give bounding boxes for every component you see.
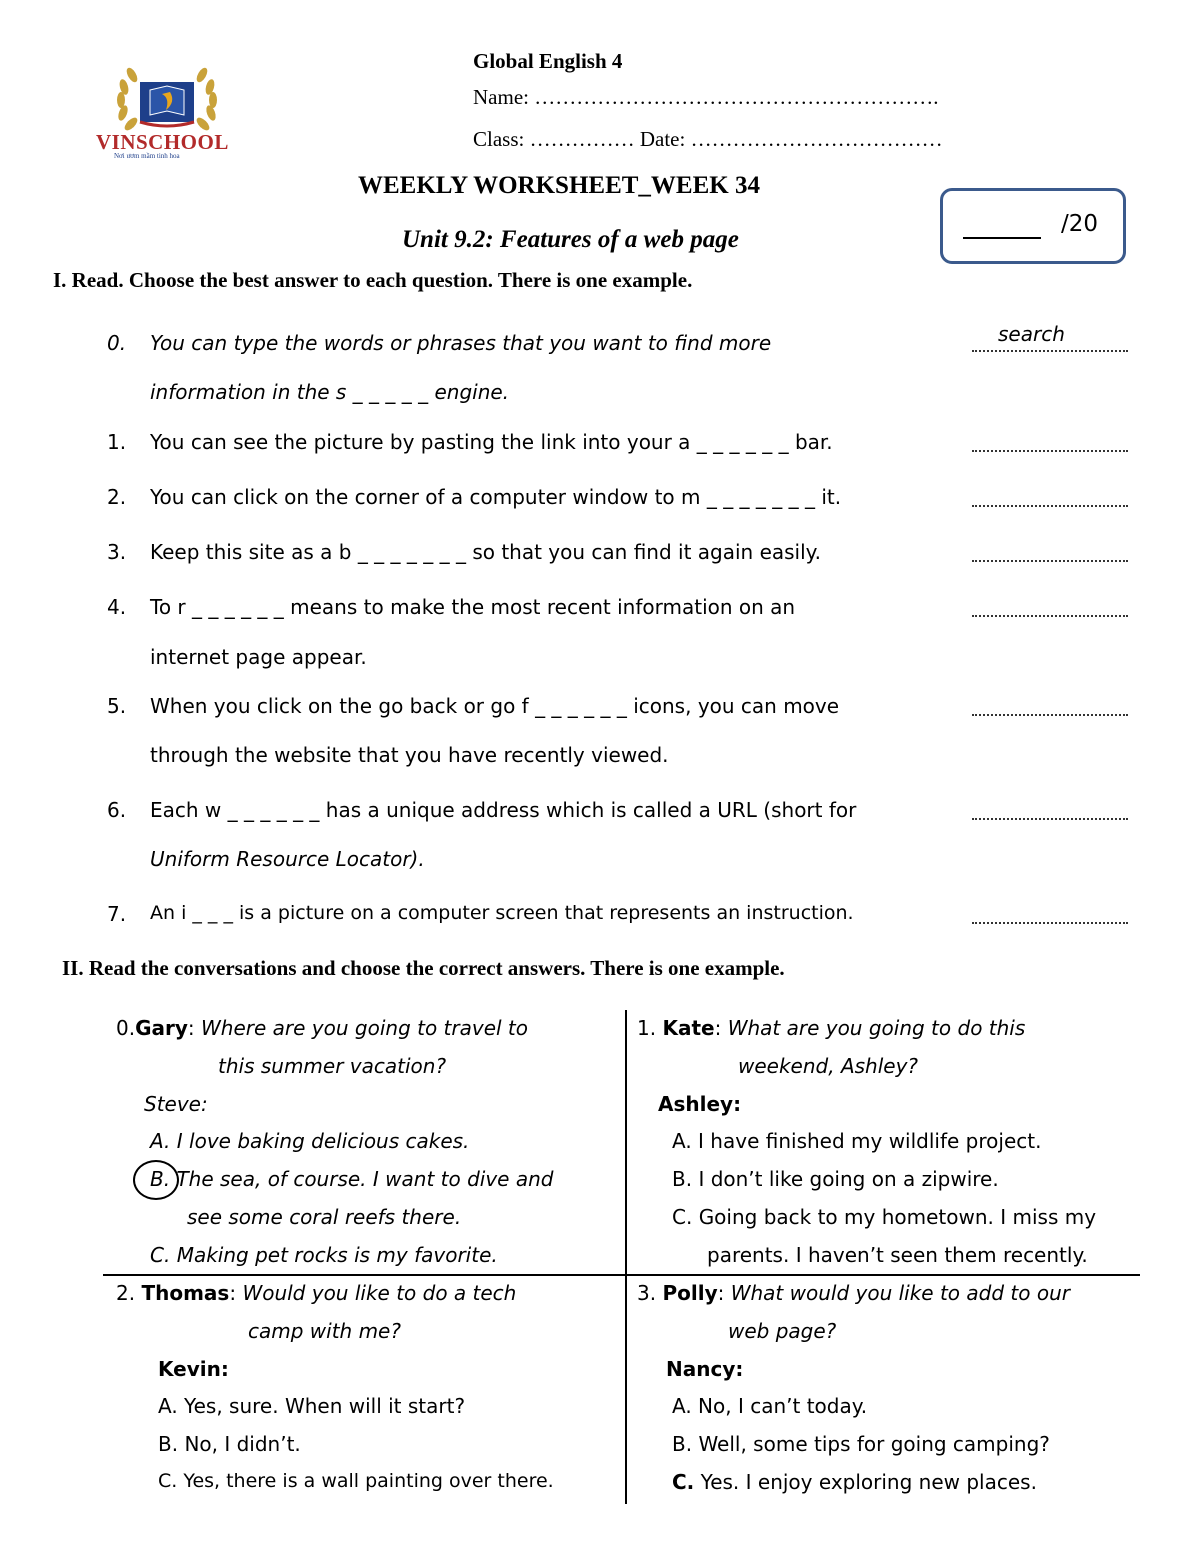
conversation-3-option-b[interactable]: B. Well, some tips for going camping?: [672, 1432, 1050, 1456]
answer-line-3[interactable]: [972, 560, 1128, 562]
example-answer: search: [998, 322, 1065, 346]
conversation-2-speaker1: Thomas: [141, 1281, 230, 1305]
conversation-3-option-c[interactable]: C. Yes. I enjoy exploring new places.: [672, 1470, 1037, 1494]
question-4-text-cont: internet page appear.: [150, 645, 367, 669]
conversation-2-option-a[interactable]: A. Yes, sure. When will it start?: [158, 1394, 466, 1418]
vinschool-logo: [92, 60, 242, 160]
conversation-2-question-line1: Would you like to do a tech: [242, 1281, 517, 1305]
conversation-3-option-a[interactable]: A. No, I can’t today.: [672, 1394, 868, 1418]
conversation-1-question: 1. Kate: What are you going to do this: [637, 1016, 1026, 1040]
conversation-2-question: 2. Thomas: Would you like to do a tech: [116, 1281, 517, 1305]
answer-line-4[interactable]: [972, 615, 1128, 617]
conversation-0-speaker2: Steve:: [144, 1092, 208, 1116]
conversation-3-speaker2: Nancy:: [666, 1357, 744, 1381]
unit-title: Unit 9.2: Features of a web page: [402, 226, 739, 253]
question-5-number: 5.: [107, 694, 127, 718]
conversation-1-option-b[interactable]: B. I don’t like going on a zipwire.: [672, 1167, 999, 1191]
question-2-text: You can click on the corner of a computer window to m _ _ _ _ _ _ _ it.: [150, 485, 842, 509]
logo-tagline: Nơi ươm mầm tinh hoa: [114, 152, 180, 160]
conversation-1-question-line1: What are you going to do this: [727, 1016, 1026, 1040]
conversation-0-option-b-cont: see some coral reefs there.: [187, 1205, 462, 1229]
answer-line-0: [972, 350, 1128, 352]
question-6-text-cont: Uniform Resource Locator).: [150, 847, 425, 871]
answer-line-7[interactable]: [972, 922, 1128, 924]
section2-heading: II. Read the conversations and choose the correct answers. There is one example.: [62, 956, 785, 980]
conversation-0-question-cont: this summer vacation?: [218, 1054, 447, 1078]
question-4-text: To r _ _ _ _ _ _ means to make the most recent information on an: [150, 595, 796, 619]
question-5-text: When you click on the go back or go f _ _ _ _ _ _ icons, you can move: [150, 694, 840, 718]
conversation-1-option-a[interactable]: A. I have finished my wildlife project.: [672, 1129, 1042, 1153]
answer-line-6[interactable]: [972, 818, 1128, 820]
question-1-text: You can see the picture by pasting the link into your a _ _ _ _ _ _ bar.: [150, 430, 833, 454]
conversation-3-question-cont: web page?: [728, 1319, 837, 1343]
conversation-3-speaker1: Polly: [662, 1281, 718, 1305]
conversation-0-question-line1: Where are you going to travel to: [201, 1016, 529, 1040]
question-0-text: You can type the words or phrases that you want to find more: [150, 331, 772, 355]
conversation-0-question: 0.Gary: Where are you going to travel to: [116, 1016, 529, 1040]
answer-line-2[interactable]: [972, 505, 1128, 507]
conversation-2-number: 2.: [116, 1281, 136, 1305]
question-4-number: 4.: [107, 595, 127, 619]
conversation-0-speaker1: Gary: [135, 1016, 188, 1040]
conversation-1-question-cont: weekend, Ashley?: [738, 1054, 919, 1078]
section1-heading: I. Read. Choose the best answer to each question. There is one example.: [53, 268, 693, 292]
conversation-1-speaker1: Kate: [662, 1016, 715, 1040]
conversation-2-option-b[interactable]: B. No, I didn’t.: [158, 1432, 301, 1456]
question-1-number: 1.: [107, 430, 127, 454]
conversation-1-number: 1.: [637, 1016, 657, 1040]
conversation-2-question-cont: camp with me?: [248, 1319, 401, 1343]
conversation-3-question: 3. Polly: What would you like to add to our: [637, 1281, 1070, 1305]
logo-text: VINSCHOOL: [96, 130, 229, 154]
class-date-field: Class: …………… Date: ………………………………: [473, 127, 943, 151]
worksheet-title: WEEKLY WORKSHEET_WEEK 34: [358, 172, 760, 199]
question-0-number: 0.: [107, 331, 127, 355]
score-blank: [963, 237, 1041, 239]
question-0-text-cont: information in the s _ _ _ _ _ engine.: [150, 380, 510, 404]
answer-line-5[interactable]: [972, 714, 1128, 716]
column-divider: [625, 1010, 627, 1504]
book-title: Global English 4: [473, 49, 623, 73]
question-7-number: 7.: [107, 902, 127, 926]
conversation-1-option-c[interactable]: C. Going back to my hometown. I miss my: [672, 1205, 1097, 1229]
answer-line-1[interactable]: [972, 450, 1128, 452]
conversation-2-option-c[interactable]: C. Yes, there is a wall painting over there.: [158, 1470, 554, 1492]
conversation-0-option-a[interactable]: A. I love baking delicious cakes.: [150, 1129, 470, 1153]
conversation-1-speaker2: Ashley:: [658, 1092, 742, 1116]
name-field: Name: ………………………………………………….: [473, 85, 939, 109]
conversation-3-question-line1: What would you like to add to our: [730, 1281, 1070, 1305]
question-7-text: An i _ _ _ is a picture on a computer screen that represents an instruction.: [150, 902, 854, 924]
question-2-number: 2.: [107, 485, 127, 509]
conversation-0-option-b[interactable]: B. The sea, of course. I want to dive and: [150, 1167, 554, 1191]
question-3-text: Keep this site as a b _ _ _ _ _ _ _ so that you can find it again easily.: [150, 540, 822, 564]
question-5-text-cont: through the website that you have recently viewed.: [150, 743, 669, 767]
score-total: /20: [1061, 211, 1099, 237]
score-box: [940, 188, 1126, 264]
conversation-2-speaker2: Kevin:: [158, 1357, 229, 1381]
conversation-3-number: 3.: [637, 1281, 657, 1305]
conversation-0-number: 0.: [116, 1016, 136, 1040]
conversation-1-option-c-cont: parents. I haven’t seen them recently.: [707, 1243, 1088, 1267]
question-6-number: 6.: [107, 798, 127, 822]
row-divider: [103, 1274, 1140, 1276]
question-6-text: Each w _ _ _ _ _ _ has a unique address which is called a URL (short for: [150, 798, 857, 822]
question-3-number: 3.: [107, 540, 127, 564]
conversation-0-option-c[interactable]: C. Making pet rocks is my favorite.: [150, 1243, 498, 1267]
